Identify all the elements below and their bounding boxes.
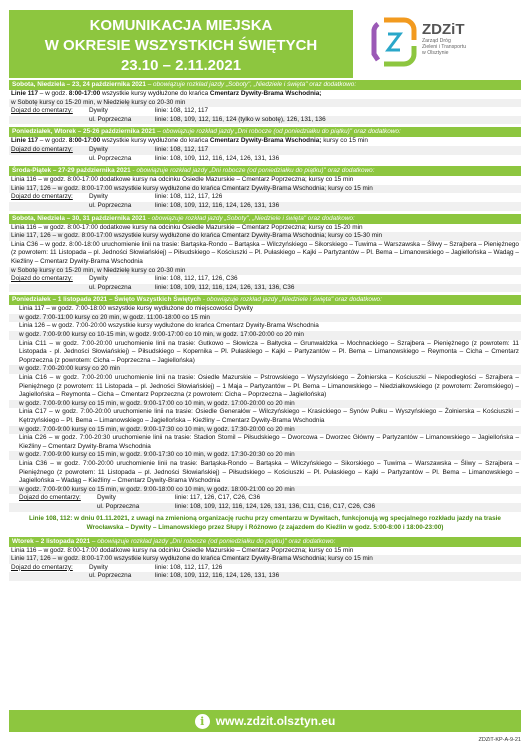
access-poprzeczna: ul. Poprzeczna linie: 108, 109, 112, 116, 124, 126, 131, 136 (9, 202, 521, 211)
access-dywity: Dojazd do cmentarzy: Dywity linie: 108, 112, 117, 126 (11, 193, 223, 201)
access-poprzeczna: ul. Poprzeczna linie: 108, 109, 112, 116, 124, 126, 131, 136 (9, 572, 521, 581)
header (0, 0, 530, 80)
info-icon: i (195, 714, 210, 729)
line-116-info: Linia 116 – w godz. 8:00-17:00 dodatkowe kursy na odcinku Osiedle Mazurskie – Cmentarz Poprzeczna; kursy co 15 min (11, 176, 354, 184)
frequency-info: w Sobotę kursy co 15-20 min, w Niedzielę kursy co 20-30 min (9, 99, 521, 108)
access-poprzeczna: ul. Poprzeczna linie: 108, 109, 112, 116, 124 (tylko w sobotę), 126, 131, 136 (9, 116, 521, 125)
line-c11-frequency: w godz. 7:00-20:00 kursy co 20 min (9, 365, 521, 374)
line-c16-frequency: w godz. 7:00-9:00 kursy co 15 min, w godz. 9:00-17:00 co 10 min, w godz. 17:00-20:00 co 20 min (9, 400, 521, 409)
line-117-126-info: Linie 117, 126 – w godz. 8:00-17:00 wszystkie kursy wydłużone do krańca Cmentarz Dywity-Brama Wschodnia; kursy co 15 min (9, 555, 521, 564)
website-link[interactable]: www.zdzit.olsztyn.eu (215, 714, 336, 728)
access-dywity: Dojazd do cmentarzy: Dywity linie: 117, 126, C17, C26, C36 (19, 494, 261, 502)
access-dywity: Dojazd do cmentarzy: Dywity linie: 108, 112, 117, 126, C36 (11, 275, 238, 283)
line-c26-route: Linia C26 – w godz. 7:00-20:30 uruchomienie linii na trasie: Stadion Stomil – Piłsudskiego – Dworcowa – Dworzec Główny – Partyzantów – Limanowskiego – Jagiellońska – Kieźliny – Cmentarz Dywity-Brama Wschodnia (19, 434, 519, 450)
access-dywity: Dojazd do cmentarzy: Dywity linie: 108, 112, 117, 126 (11, 563, 223, 571)
frequency-info: w Sobotę kursy co 15-20 min, w Niedzielę kursy co 20-30 min (9, 267, 521, 276)
zdzit-logo (370, 14, 510, 70)
line-c26-frequency: w godz. 7:00-9:00 kursy co 15 min, w godz. 9:00-17:30 co 10 min, w godz. 17:30-20:30 co 20 min (9, 451, 521, 460)
title-line2: W OKRESIE WSZYSTKICH ŚWIĘTYCH (44, 37, 318, 54)
access-dywity: Dojazd do cmentarzy: Dywity linie: 108, 112, 117 (9, 146, 521, 155)
footer-bar (9, 710, 521, 732)
logo-sub3: w Olsztynie (422, 50, 449, 56)
zdzit-logo-icon (370, 16, 418, 68)
line-c36-route: Linia C36 – w godz. 7:00-20:00 uruchomienie linii na trasie: Bartąska-Rondo – Bartąska – Wilczyńskiego – Sikorskiego – Tuwima – Warszawska – Śliwy – Szrajbera – Pieniężnego (z powrotem: 11 Listopada – pl. Jedności Słowiańskiej) – Piłsudskiego – Kościuszki – Pl. Pułaskiego – Kajki – Partyzantów – Pl. Bema – Limanowskiego – Jagiellońska – Wadąg – Kieźliny – Cmentarz Dywity-Brama Wschodnia (19, 459, 519, 485)
schedule-content (9, 80, 521, 581)
section-header-1: Sobota, Niedziela – 23, 24 października 2021 – obowiązuje rozkład jazdy „Soboty", „Niedziele i święta" oraz dodatkowo: (9, 80, 521, 90)
line-116-info: Linia 116 – w godz. 8:00-17:00 dodatkowe kursy na odcinku Osiedle Mazurskie – Cmentarz Poprzeczna; kursy co 15 min (11, 546, 354, 554)
title-line3: 23.10 – 2.11.2021 (120, 57, 242, 74)
section-header-3: Środa-Piątek – 27-29 października 2021 - obowiązuje rozkład jazdy „Dni robocze (od poniedziałku do piątku)" oraz dodatkowo: (9, 166, 521, 176)
line-c16-route: Linia C16 – w godz. 7:00-20:00 uruchomienie linii na trasie: Osiedle Mazurskie – Pstrowskiego – Wyszyńskiego – Żołnierska – Kościuszki – Niepodległości – Szrajbera – Pieniężnego (z powrotem: 11 Listopada – pl. Jedności Słowiańskiej) – 1 Maja – Partyzantów – Pl. Bema – Limanowskiego – Niedziałkowskiego (z powrotem: Żeromskiego) – Jagiellońska – Reymonta – Cicha – Cmentarz Poprzeczna (z powrotem: Cicha – Poprzeczna – Jagiellońska) (19, 374, 519, 399)
line-117-126-info: Linie 117, 126 – w godz. 8:00-17:00 wszystkie kursy wydłużone do krańca Cmentarz Dywity-Brama Wschodnia; kursy co 15-30 min (9, 232, 521, 241)
access-poprzeczna: ul. Poprzeczna linie: 108, 109, 112, 116, 124, 126, 131, 136 (89, 154, 280, 162)
line-126-frequency: w godz. 7:00-9:00 kursy co 10-15 min, w godz. 9:00-17:00 co 10 min, w godz. 17:00-20:00 co 20 min (9, 331, 521, 340)
line-117-info: Linia 117 – w godz. 7:00-18:00 wszystkie kursy wydłużone do miejscowości Dywity (19, 305, 253, 313)
line-117-info: Linie 117 – w godz. 8:00-17:00 wszystkie kursy wydłużone do krańca Cmentarz Dywity-Brama Wschodnia; kursy co 15 min (11, 137, 368, 145)
line-117-info: Linie 117 – w godz. 8:00-17:00 wszystkie kursy wydłużone do krańca Cmentarz Dywity-Brama Wschodnia; (11, 90, 322, 97)
section-header-6: Wtorek – 2 listopada 2021 – obowiązuje rozkład jazdy „Dni robocze (od poniedziałku do piątku)" oraz dodatkowo: (9, 537, 521, 547)
line-117-126-info: Linie 117, 126 – w godz. 8:00-17:00 wszystkie kursy wydłużone do krańca Cmentarz Dywity-Brama Wschodnia; kursy co 15 min (9, 185, 521, 194)
line-c17-frequency: w godz. 7:00-9:00 kursy co 15 min, w godz. 9:00-17:30 co 10 min, w godz. 17:30-20:00 co 20 min (9, 426, 521, 435)
logo-sub1: Zarząd Dróg (422, 38, 451, 44)
special-notice: Linie 108, 112: w dniu 01.11.2021, z uwagi na zmienioną organizację ruchu przy cmentarzu w Dywitach, funkcjonują wg specjalnego rozkładu jazdy na trasie Wrocławska – Dywity – Limanowskiego przez Słupy i Różnowo (z zajazdem do Kieźlin w godz. 5:00-8:00 i 18:00-23:00) (29, 514, 501, 531)
line-117-frequency: w godz. 7:00-11:00 kursy co 20 min, w godz. 11:00-18:00 co 15 min (9, 314, 521, 323)
access-poprzeczna: ul. Poprzeczna linie: 108, 109, 112, 116, 124, 126, 131, 136, C11, C16, C17, C26, C36 (9, 503, 521, 512)
line-c11-route: Linia C11 – w godz. 7:00-20:00 uruchomienie linii na trasie: Gutkowo – Słowicza – Bałtycka – Grunwaldzka – Mochnackiego – Szrajbera – Pieniężnego (z powrotem: 11 Listopada - pl. Jedności Słowiańskiej) – Piłsudskiego – Kopernika – Pl. Pułaskiego – Kajki – Partyzantów – Pl. Bema – Limanowskiego – Reymonta – Cicha – Cmentarz Poprzeczna (z powrotem: Cicha – Poprzeczna – Jagiellońska) (19, 339, 519, 364)
line-c36-frequency: w godz. 7:00-9:00 kursy co 15 min, w godz. 9:00-18:00 co 10 min, w godz. 18:00-21:00 co 20 min (9, 486, 521, 495)
access-dywity: Dojazd do cmentarzy: Dywity linie: 108, 112, 117 (11, 107, 209, 115)
line-116-info: Linia 116 – w godz. 8:00-17:00 dodatkowe kursy na odcinku Osiedle Mazurskie – Cmentarz Poprzeczna; kursy co 15-20 min (11, 223, 363, 231)
section-header-4: Sobota, Niedziela – 30, 31 października 2021 - obowiązuje rozkład jazdy „Soboty", „Niedziele i święta" oraz dodatkowo: (9, 214, 521, 224)
logo-sub2: Zieleni i Transportu (422, 44, 467, 50)
line-c17-route: Linia C17 – w godz. 7:00-20:00 uruchomienie linii na trasie: Osiedle Generałów – Wilczyńskiego – Krasickiego – Synów Pułku – Wyszyńskiego – Żołnierska – Kościuszki – Kętrzyńskiego – Pl. Bema – Limanowskiego – Jagiellońska – Kieźliny – Cmentarz Dywity-Brama Wschodnia (19, 408, 519, 424)
logo-title: ZDZiT (422, 21, 465, 38)
line-c36-route: Linia C36 – w godz. 8:00-18:00 uruchomienie linii na trasie: Bartąska-Rondo – Bartąska – Wilczyńskiego – Sikorskiego – Tuwima – Warszawska – Śliwy – Szrajbera – Pieniężnego (z powrotem: 11 Listopada – pl. Jedności Słowiańskiej) – Piłsudskiego – Kościuszki – Pl. Pułaskiego – Kajki – Partyzantów – Pl. Bema – Limanowskiego – Jagiellońska – Wadąg – Kieźliny – Cmentarz Dywity-Brama Wschodnia (11, 240, 519, 265)
title-line1: KOMUNIKACJA MIEJSKA (89, 17, 273, 34)
access-poprzeczna: ul. Poprzeczna linie: 108, 109, 112, 116, 124, 126, 131, 136, C36 (9, 284, 521, 293)
section-header-5: Poniedziałek – 1 listopada 2021 – Święto Wszystkich Świętych - obowiązuje rozkład jazdy „Niedziele i święta" oraz dodatkowo: (9, 295, 521, 305)
title-banner (9, 10, 353, 78)
document-code: ZDZiT-KP-A-9-21 (478, 737, 521, 743)
section-header-2: Poniedziałek, Wtorek – 25-26 października 2021 – obowiązuje rozkład jazdy „Dni robocze (od poniedziałku do piątku)" oraz dodatkowo: (9, 127, 521, 137)
line-126-info: Linia 126 – w godz. 7:00-20:00 wszystkie kursy wydłużone do krańca Cmentarz Dywity-Brama Wschodnia (19, 322, 319, 330)
